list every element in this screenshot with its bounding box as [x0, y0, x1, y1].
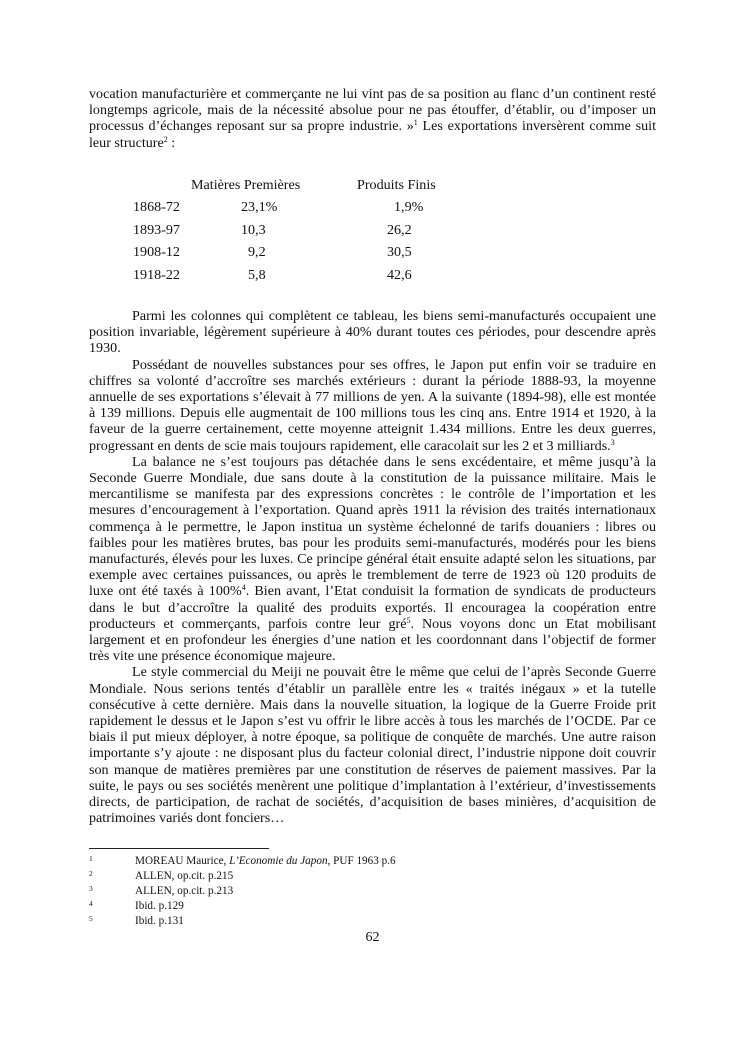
table-row [89, 242, 423, 265]
paragraph-text: . Nous voyons donc un Etat mobilisant largement et en profondeur les énergies d’une nation et les coordonnant dans l’objectif de former très vite une présence économique majeure. [89, 615, 656, 665]
footnote-author: MOREAU Maurice, [135, 855, 230, 867]
table-header-raw-label: Matières Premières [191, 176, 301, 193]
footnote-ref-4[interactable]: 4 [241, 583, 246, 593]
row-period: 1893-97 [133, 221, 180, 238]
footnote [89, 899, 656, 914]
paragraph-text: La balance ne s’est toujours pas détachée dans le sens excédentaire, et même jusqu’à la Seconde Guerre Mondiale, due sans doute à la constitution de la puissance militaire. Mais le mercantilisme se manifesta par des expressions concrètes : le contrôle de l’importation et les mesures d’encouragement à l’exportation. Quand après 1911 la révision des traités internationaux commença à le permettre, le Japon institua un système échelonné de tarifs douaniers : libres ou faibles pour les matières brutes, bas pour les produits semi-manufacturés, modérés pour les biens manufacturés, élevés pour les luxes. Ce principe général était ensuite adapté selon les situations, par exemple avec certaines puissances, ou après le tremblement de terre de 1923 où 120 produits de luxe ont été taxés à 100% [89, 453, 656, 600]
table-header-finished-label: Produits Finis [357, 176, 436, 193]
paragraph-meiji-style: Le style commercial du Meiji ne pouvait être le même que celui de l’après Seconde Guerre Mondiale. Nous serions tentés d’établir un parallèle entre les « traités inégaux » et la tutelle consécutive à cette dernière. Mais dans la nouvelle situation, la logique de la Guerre Froide prit rapidement le dessus et le Japon s’est vu offrir le libre accès à tous les marchés de l’OCDE. Par ce biais il put mieux déployer, à notre époque, sa politique de conquête de marchés. Une autre raison importante s’y ajoute : ne disposant plus du facteur colonial direct, l’industrie nippone doit couvrir son manque de matières premières par une constitution de réserves de paiement massives. Par la suite, le pays ou ses sociétés menèrent une politique d’implantation à l’extérieur, d’investissements directs, de participation, de rachat de sociétés, d’acquisition de bases minières, d’acquisition de patrimoines variés dont fonciers… [89, 664, 656, 827]
footnote-title: L’Economie du Japon [229, 855, 328, 867]
table-header-row [89, 174, 423, 197]
body-text [89, 308, 656, 827]
footnote [89, 914, 656, 929]
footnote-ref-5[interactable]: 5 [406, 615, 411, 625]
footnote-divider [89, 848, 269, 849]
footnotes [89, 854, 656, 929]
paragraph-trade-balance [89, 454, 656, 665]
row-raw: 23,1% [241, 199, 278, 216]
footnote-ref-3[interactable]: 3 [610, 437, 615, 447]
paragraph-exports-growth [89, 357, 656, 454]
row-period: 1908-12 [133, 244, 180, 261]
intro-text-2: Les exportations inversèrent comme suit leur structure [89, 118, 656, 151]
table-header-raw [193, 174, 313, 197]
page-number: 62 [365, 930, 380, 945]
intro-text-3: : [167, 134, 176, 151]
export-structure-table [89, 174, 436, 287]
row-raw: 9,2 [248, 244, 266, 261]
intro-text: vocation manufacturière et commerçante ne lui vint pas de sa position au flanc d’un continent resté longtemps agricole, mais de la nécessité absolue pour ne pas étouffer, d’établir, ou d’imposer un processus d’échanges reposant sur sa propre industrie. » [89, 86, 656, 135]
row-finished: 26,2 [387, 221, 412, 238]
footnote-text: ALLEN, op.cit. p.215 [135, 870, 234, 882]
table-header-finished [313, 174, 436, 197]
row-raw: 10,3 [241, 221, 266, 238]
footnote-number: 3 [89, 884, 93, 893]
table-row [89, 264, 423, 287]
footnote-number: 5 [89, 914, 93, 923]
footnote-publisher: , PUF 1963 p.6 [327, 855, 396, 867]
footnote-text: Ibid. p.131 [135, 915, 184, 927]
footnote-text: ALLEN, op.cit. p.213 [135, 885, 234, 897]
paragraph-semi-manufactured: Parmi les colonnes qui complètent ce tableau, les biens semi-manufacturés occupaient une position invariable, légèrement supérieure à 40% durant toutes ces périodes, pour descendre après 1930. [89, 308, 656, 357]
footnote-text: Ibid. p.129 [135, 900, 184, 912]
footnote-text [135, 854, 396, 869]
footnote-ref-2[interactable]: 2 [163, 134, 168, 144]
paragraph-text: . Bien avant, l’Etat conduisit la formation de syndicats de producteurs dans le but d’accroître la qualité des produits exportés. Il encouragea la coopération entre producteurs et commerçants, parfois contre leur gré [89, 583, 656, 632]
row-period: 1868-72 [133, 199, 180, 216]
row-period: 1918-22 [133, 266, 180, 283]
table-row [89, 197, 423, 220]
row-raw: 5,8 [248, 266, 266, 283]
table-header-period [133, 174, 193, 197]
footnote [89, 854, 656, 869]
footnote [89, 869, 656, 884]
footnote-number: 1 [89, 854, 93, 863]
row-finished: 42,6 [387, 266, 412, 283]
row-finished: 1,9% [394, 199, 424, 216]
footnote-ref-1[interactable]: 1 [413, 118, 418, 128]
intro-paragraph [89, 86, 656, 151]
footnote-number: 2 [89, 869, 93, 878]
footnote-number: 4 [89, 899, 93, 908]
paragraph-text: Possédant de nouvelles substances pour ses offres, le Japon put enfin voir se traduire en chiffres sa volonté d’accroître ses marchés extérieurs : durant la période 1888-93, la moyenne annuelle de ses exportations s’élevait à 77 millions de yen. A la suivante (1894-98), elle est montée à 139 millions. Depuis elle augmentait de 100 millions tous les cinq ans. Entre 1914 et 1920, à la faveur de la guerre certainement, cette moyenne atteignit 1.434 millions. Entre les deux guerres, progressant en dents de scie mais toujours rapidement, elle caracolait sur les 2 et 3 milliards. [89, 356, 656, 454]
row-finished: 30,5 [387, 244, 412, 261]
footnote [89, 884, 656, 899]
table-row [89, 219, 423, 242]
